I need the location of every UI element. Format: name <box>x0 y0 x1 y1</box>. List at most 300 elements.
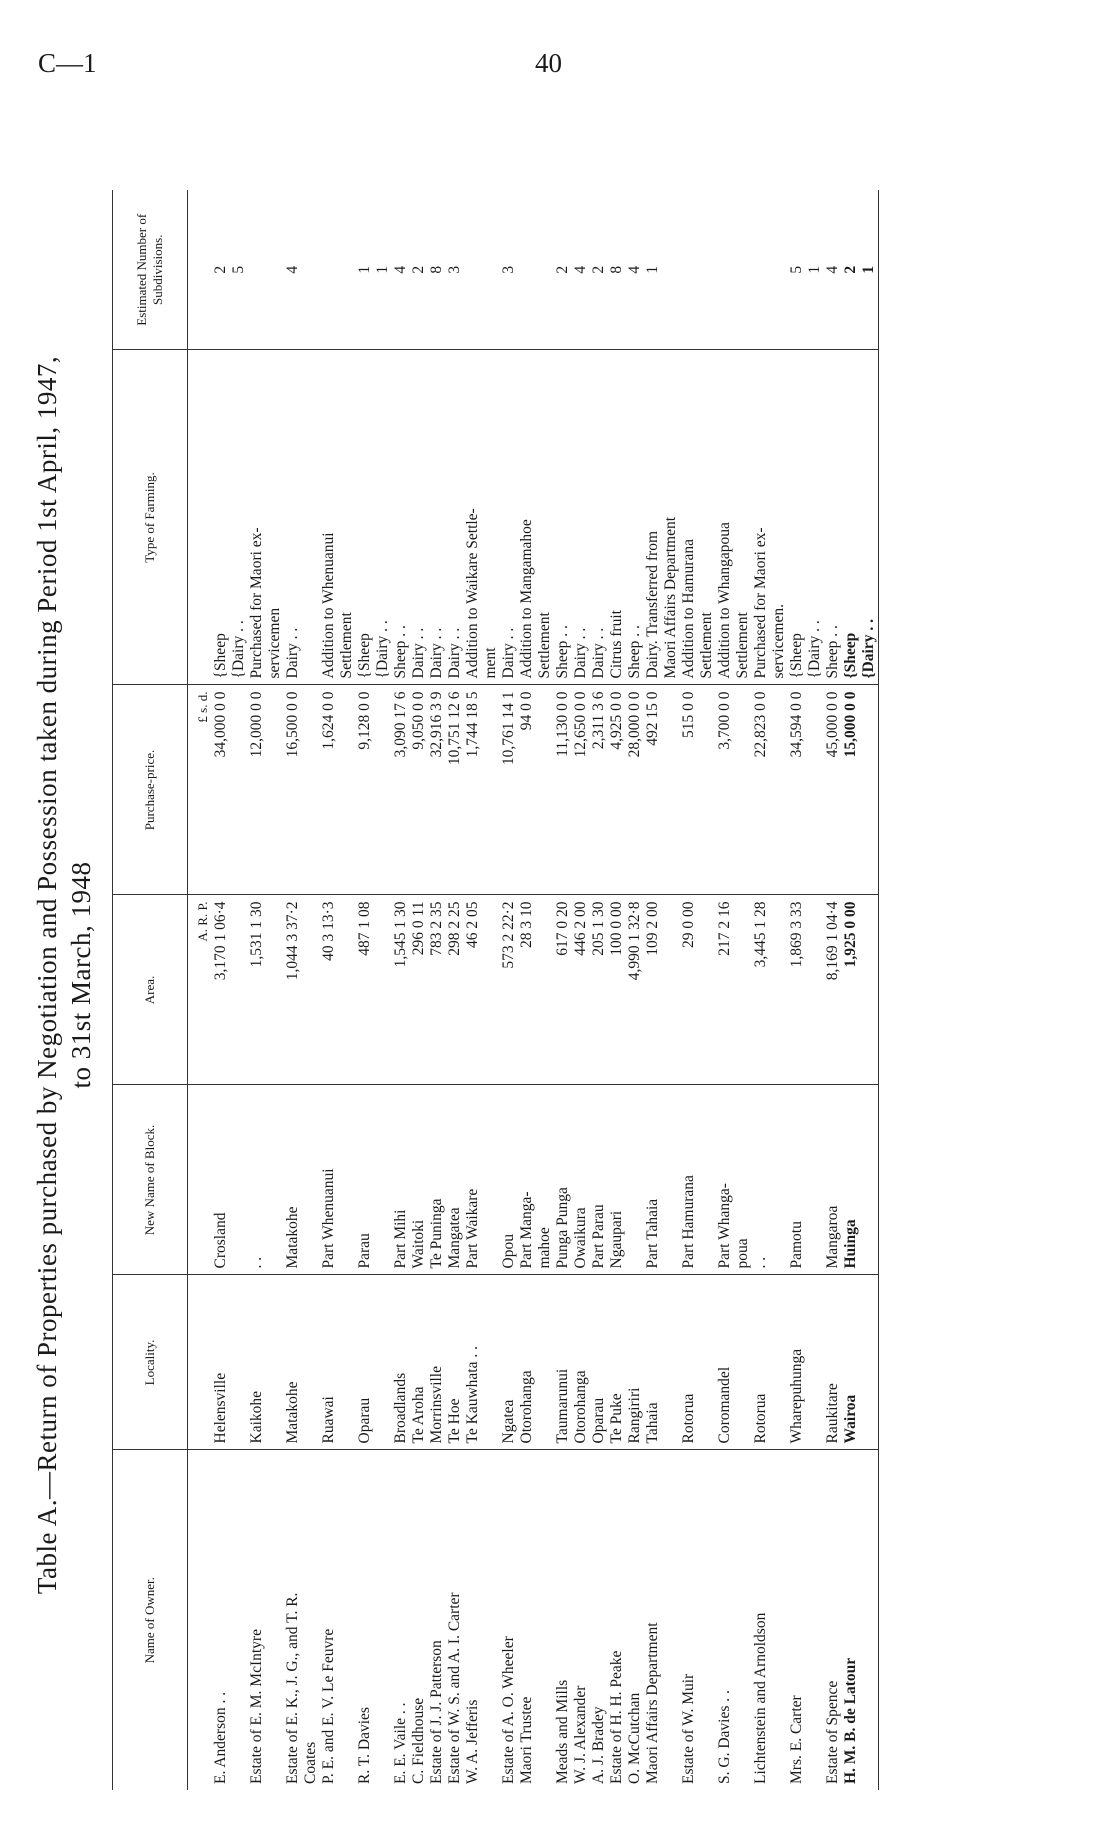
table-row <box>482 190 500 1790</box>
cell-owner: Maori Affairs Department <box>644 1622 661 1784</box>
cell-owner: O. McCutchan <box>626 1692 643 1784</box>
table-row <box>500 190 518 1790</box>
cell-block: Te Puninga <box>428 1085 446 1275</box>
cell-block <box>662 1085 680 1275</box>
cell-farming: Settlement <box>338 350 356 685</box>
cell-locality: Oparau <box>590 1275 608 1450</box>
cell-price: 34,000 0 0 <box>212 685 230 895</box>
cell-owner: Estate of W. S. and A. I. Carter <box>446 1592 463 1784</box>
cell-subdiv <box>662 190 680 350</box>
table-row <box>284 190 302 1790</box>
cell-locality: Helensville <box>212 1275 230 1450</box>
cell-locality: Wairoa <box>842 1275 860 1450</box>
cell-subdiv <box>266 190 284 350</box>
cell-area <box>266 895 284 1085</box>
cell-farming: Dairy . . <box>428 350 446 685</box>
cell-block: Punga Punga <box>554 1085 572 1275</box>
cell-owner: E. Anderson . . <box>212 1691 229 1784</box>
cell-subdiv: 1 <box>374 190 392 350</box>
cell-price: 94 0 0 <box>518 685 536 895</box>
table-row <box>698 190 716 1790</box>
cell-area: 205 1 30 <box>590 895 608 1085</box>
cell-owner <box>338 1450 356 1790</box>
cell-farming: Dairy . . <box>446 350 464 685</box>
table-row <box>302 190 320 1790</box>
table-row <box>806 190 824 1790</box>
cell-area <box>860 895 879 1085</box>
cell-owner <box>230 1450 248 1790</box>
table-row <box>446 190 464 1790</box>
cell-owner: Estate of J. J. Patterson <box>428 1640 445 1784</box>
cell-owner: S. G. Davies . . <box>716 1690 733 1784</box>
cell-farming: Sheep . . <box>392 350 410 685</box>
cell-subdiv: 2 <box>410 190 428 350</box>
cell-locality: Rangiriri <box>626 1275 644 1450</box>
page-number: 40 <box>535 48 562 78</box>
table-row <box>752 190 770 1790</box>
cell-farming: Addition to Mangamahoe <box>518 350 536 685</box>
cell-locality <box>338 1275 356 1450</box>
cell-owner: Estate of A. O. Wheeler <box>500 1636 517 1784</box>
cell-locality <box>734 1275 752 1450</box>
cell-area <box>338 895 356 1085</box>
cell-price <box>662 685 680 895</box>
cell-area: 29 0 00 <box>680 895 698 1085</box>
cell-block: mahoe <box>536 1085 554 1275</box>
cell-price: 16,500 0 0 <box>284 685 302 895</box>
cell-area <box>806 895 824 1085</box>
cell-owner <box>860 1450 879 1790</box>
cell-owner: R. T. Davies <box>356 1707 373 1784</box>
cell-farming <box>302 350 320 685</box>
area-units: A. R. P. <box>188 895 213 1085</box>
cell-subdiv: 4 <box>284 190 302 350</box>
table-row <box>824 190 842 1790</box>
cell-price: 12,650 0 0 <box>572 685 590 895</box>
cell-owner: Lichtenstein and Arnoldson <box>752 1612 769 1784</box>
cell-area <box>698 895 716 1085</box>
cell-price: 9,050 0 0 <box>410 685 428 895</box>
table-row <box>554 190 572 1790</box>
cell-locality <box>482 1275 500 1450</box>
cell-area <box>770 895 788 1085</box>
cell-locality: Te Aroha <box>410 1275 428 1450</box>
cell-farming: Dairy . . <box>410 350 428 685</box>
cell-block: . . <box>248 1085 266 1275</box>
cell-subdiv: 2 <box>590 190 608 350</box>
table-row <box>338 190 356 1790</box>
cell-price: 45,000 0 0 <box>824 685 842 895</box>
cell-locality <box>374 1275 392 1450</box>
cell-farming: Addition to Whenuanui <box>320 350 338 685</box>
table-row <box>392 190 410 1790</box>
cell-price <box>806 685 824 895</box>
cell-owner: E. E. Vaile . . <box>392 1702 409 1784</box>
cell-subdiv <box>698 190 716 350</box>
cell-subdiv: 2 <box>212 190 230 350</box>
cell-owner: Maori Trustee <box>518 1696 535 1784</box>
cell-block <box>698 1085 716 1275</box>
cell-price: 3,090 17 6 <box>392 685 410 895</box>
cell-locality <box>536 1275 554 1450</box>
cell-subdiv: 4 <box>824 190 842 350</box>
cell-subdiv: 4 <box>392 190 410 350</box>
col-header-farming: Type of Farming. <box>113 350 188 685</box>
table-title-line-2: to 31st March, 1948 <box>66 861 96 1089</box>
table-row <box>644 190 662 1790</box>
cell-owner: A. J. Bradey <box>590 1706 607 1784</box>
cell-farming: {Dairy . . <box>860 350 879 685</box>
cell-farming: Dairy . . <box>572 350 590 685</box>
cell-subdiv: 2 <box>554 190 572 350</box>
cell-price <box>698 685 716 895</box>
cell-area: 109 2 00 <box>644 895 662 1085</box>
table-body <box>188 190 879 1790</box>
cell-area: 617 0 20 <box>554 895 572 1085</box>
cell-farming: servicemen <box>266 350 284 685</box>
cell-locality <box>860 1275 879 1450</box>
table-row <box>518 190 536 1790</box>
cell-farming: Dairy . . <box>284 350 302 685</box>
cell-area: 217 2 16 <box>716 895 734 1085</box>
cell-block <box>302 1085 320 1275</box>
cell-block <box>230 1085 248 1275</box>
cell-farming: Purchased for Maori ex- <box>752 350 770 685</box>
cell-subdiv: 8 <box>608 190 626 350</box>
cell-subdiv <box>338 190 356 350</box>
cell-owner: W. J. Alexander <box>572 1685 589 1784</box>
cell-locality: Matakohe <box>284 1275 302 1450</box>
cell-subdiv <box>248 190 266 350</box>
cell-subdiv <box>482 190 500 350</box>
cell-subdiv <box>320 190 338 350</box>
cell-locality: Te Hoe <box>446 1275 464 1450</box>
table-row <box>410 190 428 1790</box>
cell-subdiv: 4 <box>626 190 644 350</box>
cell-area <box>230 895 248 1085</box>
table-row <box>428 190 446 1790</box>
cell-subdiv <box>716 190 734 350</box>
cell-subdiv <box>752 190 770 350</box>
table-row <box>842 190 860 1790</box>
price-units: £ s. d. <box>188 685 213 895</box>
cell-block: Part Mihi <box>392 1085 410 1275</box>
cell-farming: {Sheep <box>356 350 374 685</box>
table-row <box>860 190 879 1790</box>
cell-area <box>662 895 680 1085</box>
table-row <box>770 190 788 1790</box>
cell-price <box>374 685 392 895</box>
table-row <box>608 190 626 1790</box>
cell-farming: {Sheep <box>788 350 806 685</box>
cell-locality: Kaikohe <box>248 1275 266 1450</box>
cell-farming: servicemen. <box>770 350 788 685</box>
cell-block: Part Whanga- <box>716 1085 734 1275</box>
cell-area: 298 2 25 <box>446 895 464 1085</box>
cell-locality <box>266 1275 284 1450</box>
table-row <box>662 190 680 1790</box>
cell-farming: {Sheep <box>842 350 860 685</box>
cell-price <box>860 685 879 895</box>
cell-subdiv: 4 <box>572 190 590 350</box>
cell-block: Part Hamurana <box>680 1085 698 1275</box>
table-row <box>626 190 644 1790</box>
cell-price <box>536 685 554 895</box>
cell-area: 4,990 1 32·8 <box>626 895 644 1085</box>
page-code: C—1 <box>38 48 97 78</box>
cell-owner <box>770 1450 788 1790</box>
cell-block <box>770 1085 788 1275</box>
cell-area: 1,869 3 33 <box>788 895 806 1085</box>
cell-subdiv: 8 <box>428 190 446 350</box>
cell-price: 22,823 0 0 <box>752 685 770 895</box>
cell-block <box>374 1085 392 1275</box>
cell-locality: Rotorua <box>752 1275 770 1450</box>
cell-owner <box>536 1450 554 1790</box>
cell-subdiv <box>518 190 536 350</box>
table-row <box>356 190 374 1790</box>
cell-owner: Estate of W. Muir <box>680 1673 697 1784</box>
cell-area: 487 1 08 <box>356 895 374 1085</box>
cell-farming: Sheep . . <box>824 350 842 685</box>
cell-farming: Addition to Waikare Settle- <box>464 350 482 685</box>
cell-farming: Dairy . . <box>590 350 608 685</box>
table-row <box>536 190 554 1790</box>
cell-price: 515 0 0 <box>680 685 698 895</box>
cell-locality <box>806 1275 824 1450</box>
cell-locality: Otorohanga <box>518 1275 536 1450</box>
cell-price: 10,761 14 1 <box>500 685 518 895</box>
cell-block: . . <box>752 1085 770 1275</box>
cell-price <box>482 685 500 895</box>
cell-farming: Citrus fruit <box>608 350 626 685</box>
cell-owner <box>374 1450 392 1790</box>
cell-farming: ment <box>482 350 500 685</box>
cell-owner: P. E. and E. V. Le Feuvre <box>320 1628 337 1784</box>
table-row <box>716 190 734 1790</box>
cell-subdiv: 2 <box>842 190 860 350</box>
table-row <box>788 190 806 1790</box>
cell-farming: Addition to Whangapoua <box>716 350 734 685</box>
rotated-page-content <box>10 160 1010 1790</box>
cell-owner: Estate of E. M. McIntyre <box>248 1629 265 1784</box>
cell-block: Opou <box>500 1085 518 1275</box>
cell-block: Pamotu <box>788 1085 806 1275</box>
cell-price: 1,624 0 0 <box>320 685 338 895</box>
cell-subdiv: 1 <box>860 190 879 350</box>
cell-price: 34,594 0 0 <box>788 685 806 895</box>
cell-block <box>482 1085 500 1275</box>
cell-price: 11,130 0 0 <box>554 685 572 895</box>
cell-owner: Estate of H. H. Peake <box>608 1650 625 1784</box>
cell-locality: Taumarunui <box>554 1275 572 1450</box>
cell-farming: Sheep . . <box>626 350 644 685</box>
cell-locality <box>698 1275 716 1450</box>
cell-area: 573 2 22·2 <box>500 895 518 1085</box>
cell-price <box>230 685 248 895</box>
cell-block: Parau <box>356 1085 374 1275</box>
cell-locality: Te Puke <box>608 1275 626 1450</box>
cell-block: Part Tahaia <box>644 1085 662 1275</box>
cell-locality: Broadlands <box>392 1275 410 1450</box>
col-header-area: Area. <box>113 895 188 1085</box>
cell-block: Owaikura <box>572 1085 590 1275</box>
table-row <box>320 190 338 1790</box>
col-header-owner: Name of Owner. <box>113 1450 188 1790</box>
cell-locality: Raukitare <box>824 1275 842 1450</box>
cell-area <box>374 895 392 1085</box>
cell-locality <box>302 1275 320 1450</box>
cell-subdiv <box>302 190 320 350</box>
cell-area: 100 0 00 <box>608 895 626 1085</box>
cell-owner: Coates <box>302 1741 319 1784</box>
table-title <box>30 160 98 1790</box>
cell-area <box>734 895 752 1085</box>
cell-owner: W. A. Jefferis <box>464 1699 481 1784</box>
table-row <box>590 190 608 1790</box>
cell-farming: {Dairy . . <box>806 350 824 685</box>
cell-area: 40 3 13·3 <box>320 895 338 1085</box>
cell-price: 12,000 0 0 <box>248 685 266 895</box>
table-title-line-1: Table A.—Return of Properties purchased by Negotiation and Possession taken during Period 1st April, 1947, <box>32 355 62 1595</box>
cell-locality: Rotorua <box>680 1275 698 1450</box>
cell-owner <box>734 1450 752 1790</box>
cell-area: 783 2 35 <box>428 895 446 1085</box>
cell-block: Crosland <box>212 1085 230 1275</box>
cell-farming: Dairy. Transferred from <box>644 350 662 685</box>
cell-locality <box>662 1275 680 1450</box>
cell-block: Waitoki <box>410 1085 428 1275</box>
cell-price: 28,000 0 0 <box>626 685 644 895</box>
cell-area: 3,445 1 28 <box>752 895 770 1085</box>
cell-subdiv <box>770 190 788 350</box>
cell-subdiv: 3 <box>500 190 518 350</box>
cell-locality: Wharepuhunga <box>788 1275 806 1450</box>
cell-locality: Te Kauwhata . . <box>464 1275 482 1450</box>
cell-subdiv: 1 <box>644 190 662 350</box>
cell-owner <box>266 1450 284 1790</box>
table-row <box>464 190 482 1790</box>
cell-subdiv: 1 <box>356 190 374 350</box>
cell-block <box>338 1085 356 1275</box>
cell-farming: Addition to Hamurana <box>680 350 698 685</box>
cell-block: Mangatea <box>446 1085 464 1275</box>
cell-subdiv: 1 <box>806 190 824 350</box>
cell-block: poua <box>734 1085 752 1275</box>
cell-locality: Ruawai <box>320 1275 338 1450</box>
cell-subdiv: 5 <box>230 190 248 350</box>
cell-price: 3,700 0 0 <box>716 685 734 895</box>
cell-farming: Settlement <box>698 350 716 685</box>
cell-subdiv <box>464 190 482 350</box>
cell-owner <box>662 1450 680 1790</box>
cell-locality: Morrinsville <box>428 1275 446 1450</box>
cell-locality: Oparau <box>356 1275 374 1450</box>
cell-block: Part Parau <box>590 1085 608 1275</box>
cell-area: 28 3 10 <box>518 895 536 1085</box>
cell-owner: H. M. B. de Latour <box>842 1657 859 1784</box>
units-row <box>188 190 213 1790</box>
table-row <box>230 190 248 1790</box>
cell-area: 46 2 05 <box>464 895 482 1085</box>
cell-block: Part Whenuanui <box>320 1085 338 1275</box>
cell-area: 1,545 1 30 <box>392 895 410 1085</box>
col-header-price: Purchase-price. <box>113 685 188 895</box>
cell-area: 1,531 1 30 <box>248 895 266 1085</box>
cell-block <box>626 1085 644 1275</box>
cell-block <box>860 1085 879 1275</box>
cell-owner: Meads and Mills <box>554 1679 571 1784</box>
cell-price: 15,000 0 0 <box>842 685 860 895</box>
cell-price: 4,925 0 0 <box>608 685 626 895</box>
cell-area: 3,170 1 06·4 <box>212 895 230 1085</box>
cell-owner: Mrs. E. Carter <box>788 1695 805 1784</box>
cell-price: 32,916 3 9 <box>428 685 446 895</box>
table-row <box>734 190 752 1790</box>
cell-farming: Sheep . . <box>554 350 572 685</box>
cell-block: Ngaupari <box>608 1085 626 1275</box>
cell-farming: {Sheep <box>212 350 230 685</box>
cell-subdiv: 5 <box>788 190 806 350</box>
col-header-locality: Locality. <box>113 1275 188 1450</box>
cell-price: 1,744 18 5 <box>464 685 482 895</box>
col-header-subdivisions: Estimated Number of Subdivisions. <box>113 190 188 350</box>
table-row <box>374 190 392 1790</box>
cell-subdiv <box>734 190 752 350</box>
cell-owner: Estate of Spence <box>824 1680 841 1784</box>
cell-farming: Settlement <box>536 350 554 685</box>
table-row <box>248 190 266 1790</box>
cell-farming: Purchased for Maori ex- <box>248 350 266 685</box>
table-row <box>212 190 230 1790</box>
cell-block: Mangaroa <box>824 1085 842 1275</box>
cell-area <box>302 895 320 1085</box>
cell-area: 1,044 3 37·2 <box>284 895 302 1085</box>
table-row <box>266 190 284 1790</box>
cell-price: 9,128 0 0 <box>356 685 374 895</box>
cell-farming: Maori Affairs Department <box>662 350 680 685</box>
cell-block: Matakohe <box>284 1085 302 1275</box>
cell-area <box>536 895 554 1085</box>
cell-subdiv <box>536 190 554 350</box>
cell-block: Huinga <box>842 1085 860 1275</box>
cell-price <box>734 685 752 895</box>
cell-area: 1,925 0 00 <box>842 895 860 1085</box>
cell-block <box>266 1085 284 1275</box>
cell-locality: Tahaia <box>644 1275 662 1450</box>
cell-farming: {Dairy . . <box>374 350 392 685</box>
cell-locality <box>770 1275 788 1450</box>
table-row <box>680 190 698 1790</box>
cell-farming: Settlement <box>734 350 752 685</box>
cell-price: 10,751 12 6 <box>446 685 464 895</box>
cell-owner <box>698 1450 716 1790</box>
cell-locality: Coromandel <box>716 1275 734 1450</box>
cell-owner <box>806 1450 824 1790</box>
cell-area <box>482 895 500 1085</box>
cell-locality: Ngatea <box>500 1275 518 1450</box>
cell-owner <box>482 1450 500 1790</box>
cell-price: 492 15 0 <box>644 685 662 895</box>
header-row <box>113 190 188 1790</box>
cell-price <box>338 685 356 895</box>
cell-farming: {Dairy . . <box>230 350 248 685</box>
cell-area: 8,169 1 04·4 <box>824 895 842 1085</box>
cell-farming: Dairy . . <box>500 350 518 685</box>
properties-table <box>112 190 879 1790</box>
col-header-block: New Name of Block. <box>113 1085 188 1275</box>
table-row <box>572 190 590 1790</box>
